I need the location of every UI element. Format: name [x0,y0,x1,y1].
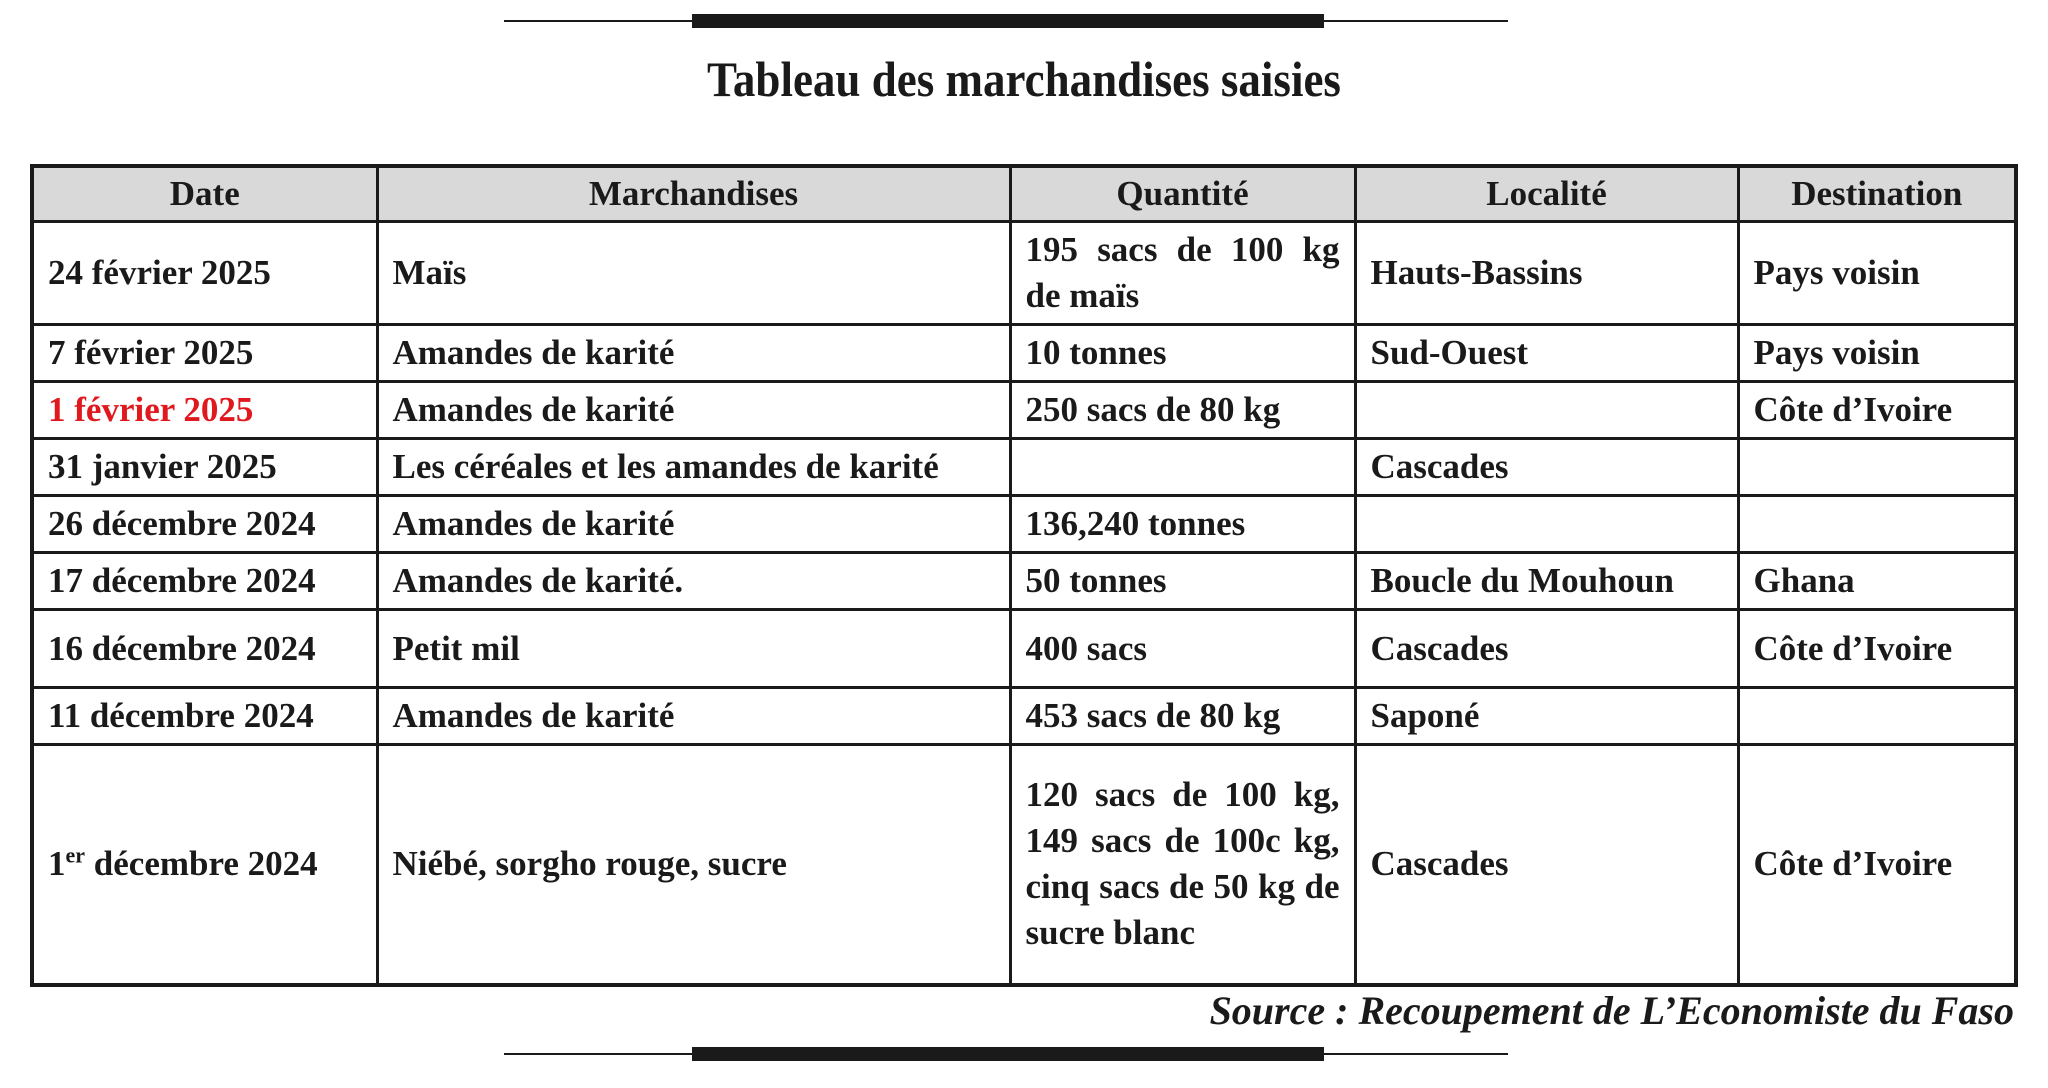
cell-quantity: 50 tonnes [1010,553,1355,610]
table-row [32,745,2016,985]
cell-destination [1738,496,2016,553]
cell-quantity: 10 tonnes [1010,325,1355,382]
cell-destination: Côte d’Ivoire [1738,745,2016,985]
cell-destination: Côte d’Ivoire [1738,382,2016,439]
cell-date: 26 décembre 2024 [32,496,377,553]
table-row [32,496,2016,553]
cell-goods: Les céréales et les amandes de karité [377,439,1010,496]
cell-date: 11 décembre 2024 [32,688,377,745]
cell-locality: Boucle du Mouhoun [1355,553,1738,610]
date-month-year: décembre 2024 [85,844,318,884]
header-quantity: Quantité [1010,166,1355,222]
table-title: Tableau des marchandises saisies [707,51,1341,107]
seizures-table [30,164,2018,987]
cell-quantity: 453 sacs de 80 kg [1010,688,1355,745]
cell-locality: Hauts-Bassins [1355,222,1738,325]
table-row [32,553,2016,610]
header-date: Date [32,166,377,222]
cell-goods: Amandes de karité. [377,553,1010,610]
cell-date-highlighted: 1 février 2025 [32,382,377,439]
table-row [32,688,2016,745]
cell-goods: Amandes de karité [377,496,1010,553]
header-row [32,166,2016,222]
cell-destination: Côte d’Ivoire [1738,610,2016,688]
cell-date: 31 janvier 2025 [32,439,377,496]
cell-destination: Pays voisin [1738,325,2016,382]
cell-date [32,745,377,985]
cell-goods: Maïs [377,222,1010,325]
source-note: Source : Recoupement de L’Economiste du Faso [1209,988,2014,1033]
cell-locality: Cascades [1355,439,1738,496]
table-row [32,222,2016,325]
header-locality: Localité [1355,166,1738,222]
header-goods: Marchandises [377,166,1010,222]
cell-quantity: 120 sacs de 100 kg, 149 sacs de 100c kg, cinq sacs de 50 kg de sucre blanc [1010,745,1355,985]
date-day: 1 [48,844,66,884]
cell-quantity: 195 sacs de 100 kg de maïs [1010,222,1355,325]
top-rule [504,12,1508,30]
cell-locality [1355,496,1738,553]
cell-destination [1738,688,2016,745]
cell-locality: Saponé [1355,688,1738,745]
cell-quantity [1010,439,1355,496]
top-rule-thick-bar [692,14,1324,28]
cell-destination: Ghana [1738,553,2016,610]
cell-goods: Amandes de karité [377,382,1010,439]
cell-locality [1355,382,1738,439]
cell-goods: Niébé, sorgho rouge, sucre [377,745,1010,985]
cell-date: 7 février 2025 [32,325,377,382]
cell-goods: Petit mil [377,610,1010,688]
cell-locality: Cascades [1355,745,1738,985]
header-destination: Destination [1738,166,2016,222]
cell-date: 16 décembre 2024 [32,610,377,688]
cell-locality: Sud-Ouest [1355,325,1738,382]
bottom-rule-thick-bar [692,1047,1324,1061]
bottom-rule [504,1045,1508,1063]
cell-locality: Cascades [1355,610,1738,688]
cell-quantity: 400 sacs [1010,610,1355,688]
cell-destination [1738,439,2016,496]
table-row [32,325,2016,382]
cell-quantity: 136,240 tonnes [1010,496,1355,553]
cell-date: 17 décembre 2024 [32,553,377,610]
cell-goods: Amandes de karité [377,325,1010,382]
cell-goods: Amandes de karité [377,688,1010,745]
table-row [32,382,2016,439]
table-row [32,439,2016,496]
table-row [32,610,2016,688]
cell-destination: Pays voisin [1738,222,2016,325]
cell-quantity: 250 sacs de 80 kg [1010,382,1355,439]
cell-date: 24 février 2025 [32,222,377,325]
date-ordinal-suffix: er [65,842,86,868]
